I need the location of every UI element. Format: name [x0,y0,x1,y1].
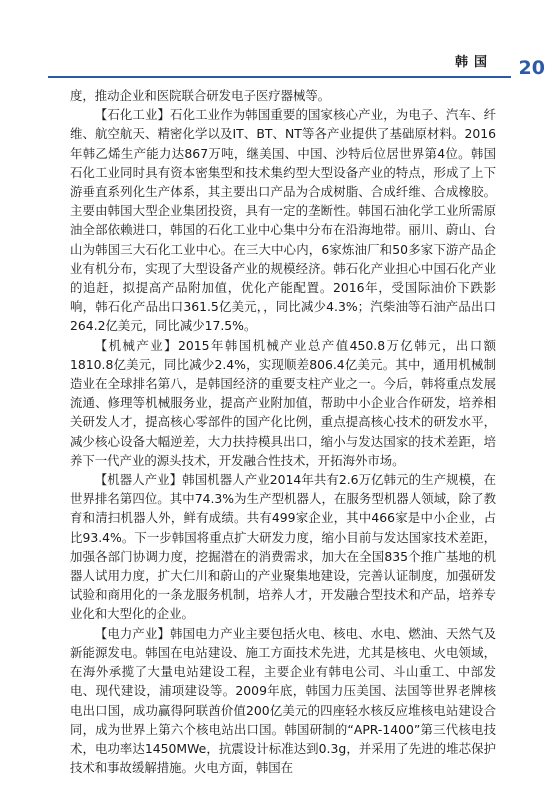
paragraph-continued: 度，推动企业和医院联合研发电子医疗器械等。 [70,88,331,103]
body-text [70,86,496,777]
paragraph-power: 【电力产业】韩国电力产业主要包括火电、核电、水电、燃油、天然气及新能源发电。韩国在电站建设、施工方面技术先进，尤其是核电、火电领域，在海外承揽了大量电站建设工程，主要企业有韩电公司、斗山重工、中部发电、现代建设，浦项建设等。2009年底，韩国力压美国、法国等世界老牌核电出口国，成功赢得阿联酋价值200亿美元的四座轻水核反应堆核电站建设合同，成为世界上第六个核电站出口国。韩国研制的“APR-1400”第三代核电技术，电功率达1450MWe，抗震设计标准达到0.3g，并采用了先进的堆芯保护技术和事故缓解措施。火电方面，韩国在 [70,625,496,776]
page-number: 20 [518,57,545,79]
header-rule [48,76,511,78]
page-header [0,0,559,82]
paragraph-robotics: 【机器人产业】韩国机器人产业2014年共有2.6万亿韩元的生产规模，在世界排名第四位。其中74.3%为生产型机器人，在服务型机器人领域，除了教育和清扫机器人外，鲜有成绩。共有499家企业，其中466家是中小企业，占比93.4%。下一步韩国将重点扩大研发力度，缩小目前与发达国家技术差距，加强各部门协调力度，挖掘潜在的消费需求，加大在全国835个推广基地的机器人试用力度，扩大仁川和蔚山的产业聚集地建设，完善认证制度，加强研发试验和商用化的一条龙服务机制，培养人才，开发融合型技术和产品，培养专业化和大型化的企业。 [70,472,496,622]
paragraph-petrochemical: 【石化工业】石化工业作为韩国重要的国家核心产业，为电子、汽车、纤维、航空航天、精密化学以及IT、BT、NT等各产业提供了基础原材料。2016年韩乙烯生产能力达867万吨，继美国、中国、沙特后位居世界第4位。韩国石化工业同时具有资本密集型和技术集约型大型设备产业的特点，形成了上下游垂直系列化生产体系，其主要出口产品为合成树脂、合成纤维、合成橡胶。主要由韩国大型企业集团投资，具有一定的垄断性。韩国石油化学工业所需原油全部依赖进口，韩国的石化工业中心集中分布在沿海地带。丽川、蔚山、台山为韩国三大石化工业中心。在三大中心内，6家炼油厂和50多家下游产品企业有机分布，实现了大型设备产业的规模经济。韩石化产业担心中国石化产业的追赶，拟提高产品附加值，优化产能配置。2016年，受国际油价下跌影响，韩石化产品出口361.5亿美元，，同比减少4.3%；汽柴油等石油产品出口264.2亿美元，同比减少17.5%。 [70,107,496,334]
paragraph-machinery: 【机械产业】2015年韩国机械产业总产值450.8万亿韩元，出口额1810.8亿美元，同比减少2.4%，实现顺差806.4亿美元。其中，通用机械制造业在全球排名第八，是韩国经济的重要支柱产业之一。今后，韩将重点发展流通、修理等机械服务业，提高产业附加值，帮助中小企业合作研发，培养相关研发人才，提高核心零部件的国产化比例，重点提高核心技术的研发水平，减少核心设备大幅逆差，大力扶持模具出口，缩小与发达国家的技术差距，培养下一代产业的源头技术，开发融合性技术，开拓海外市场。 [70,337,496,468]
running-head-country: 韩国 [454,55,493,70]
